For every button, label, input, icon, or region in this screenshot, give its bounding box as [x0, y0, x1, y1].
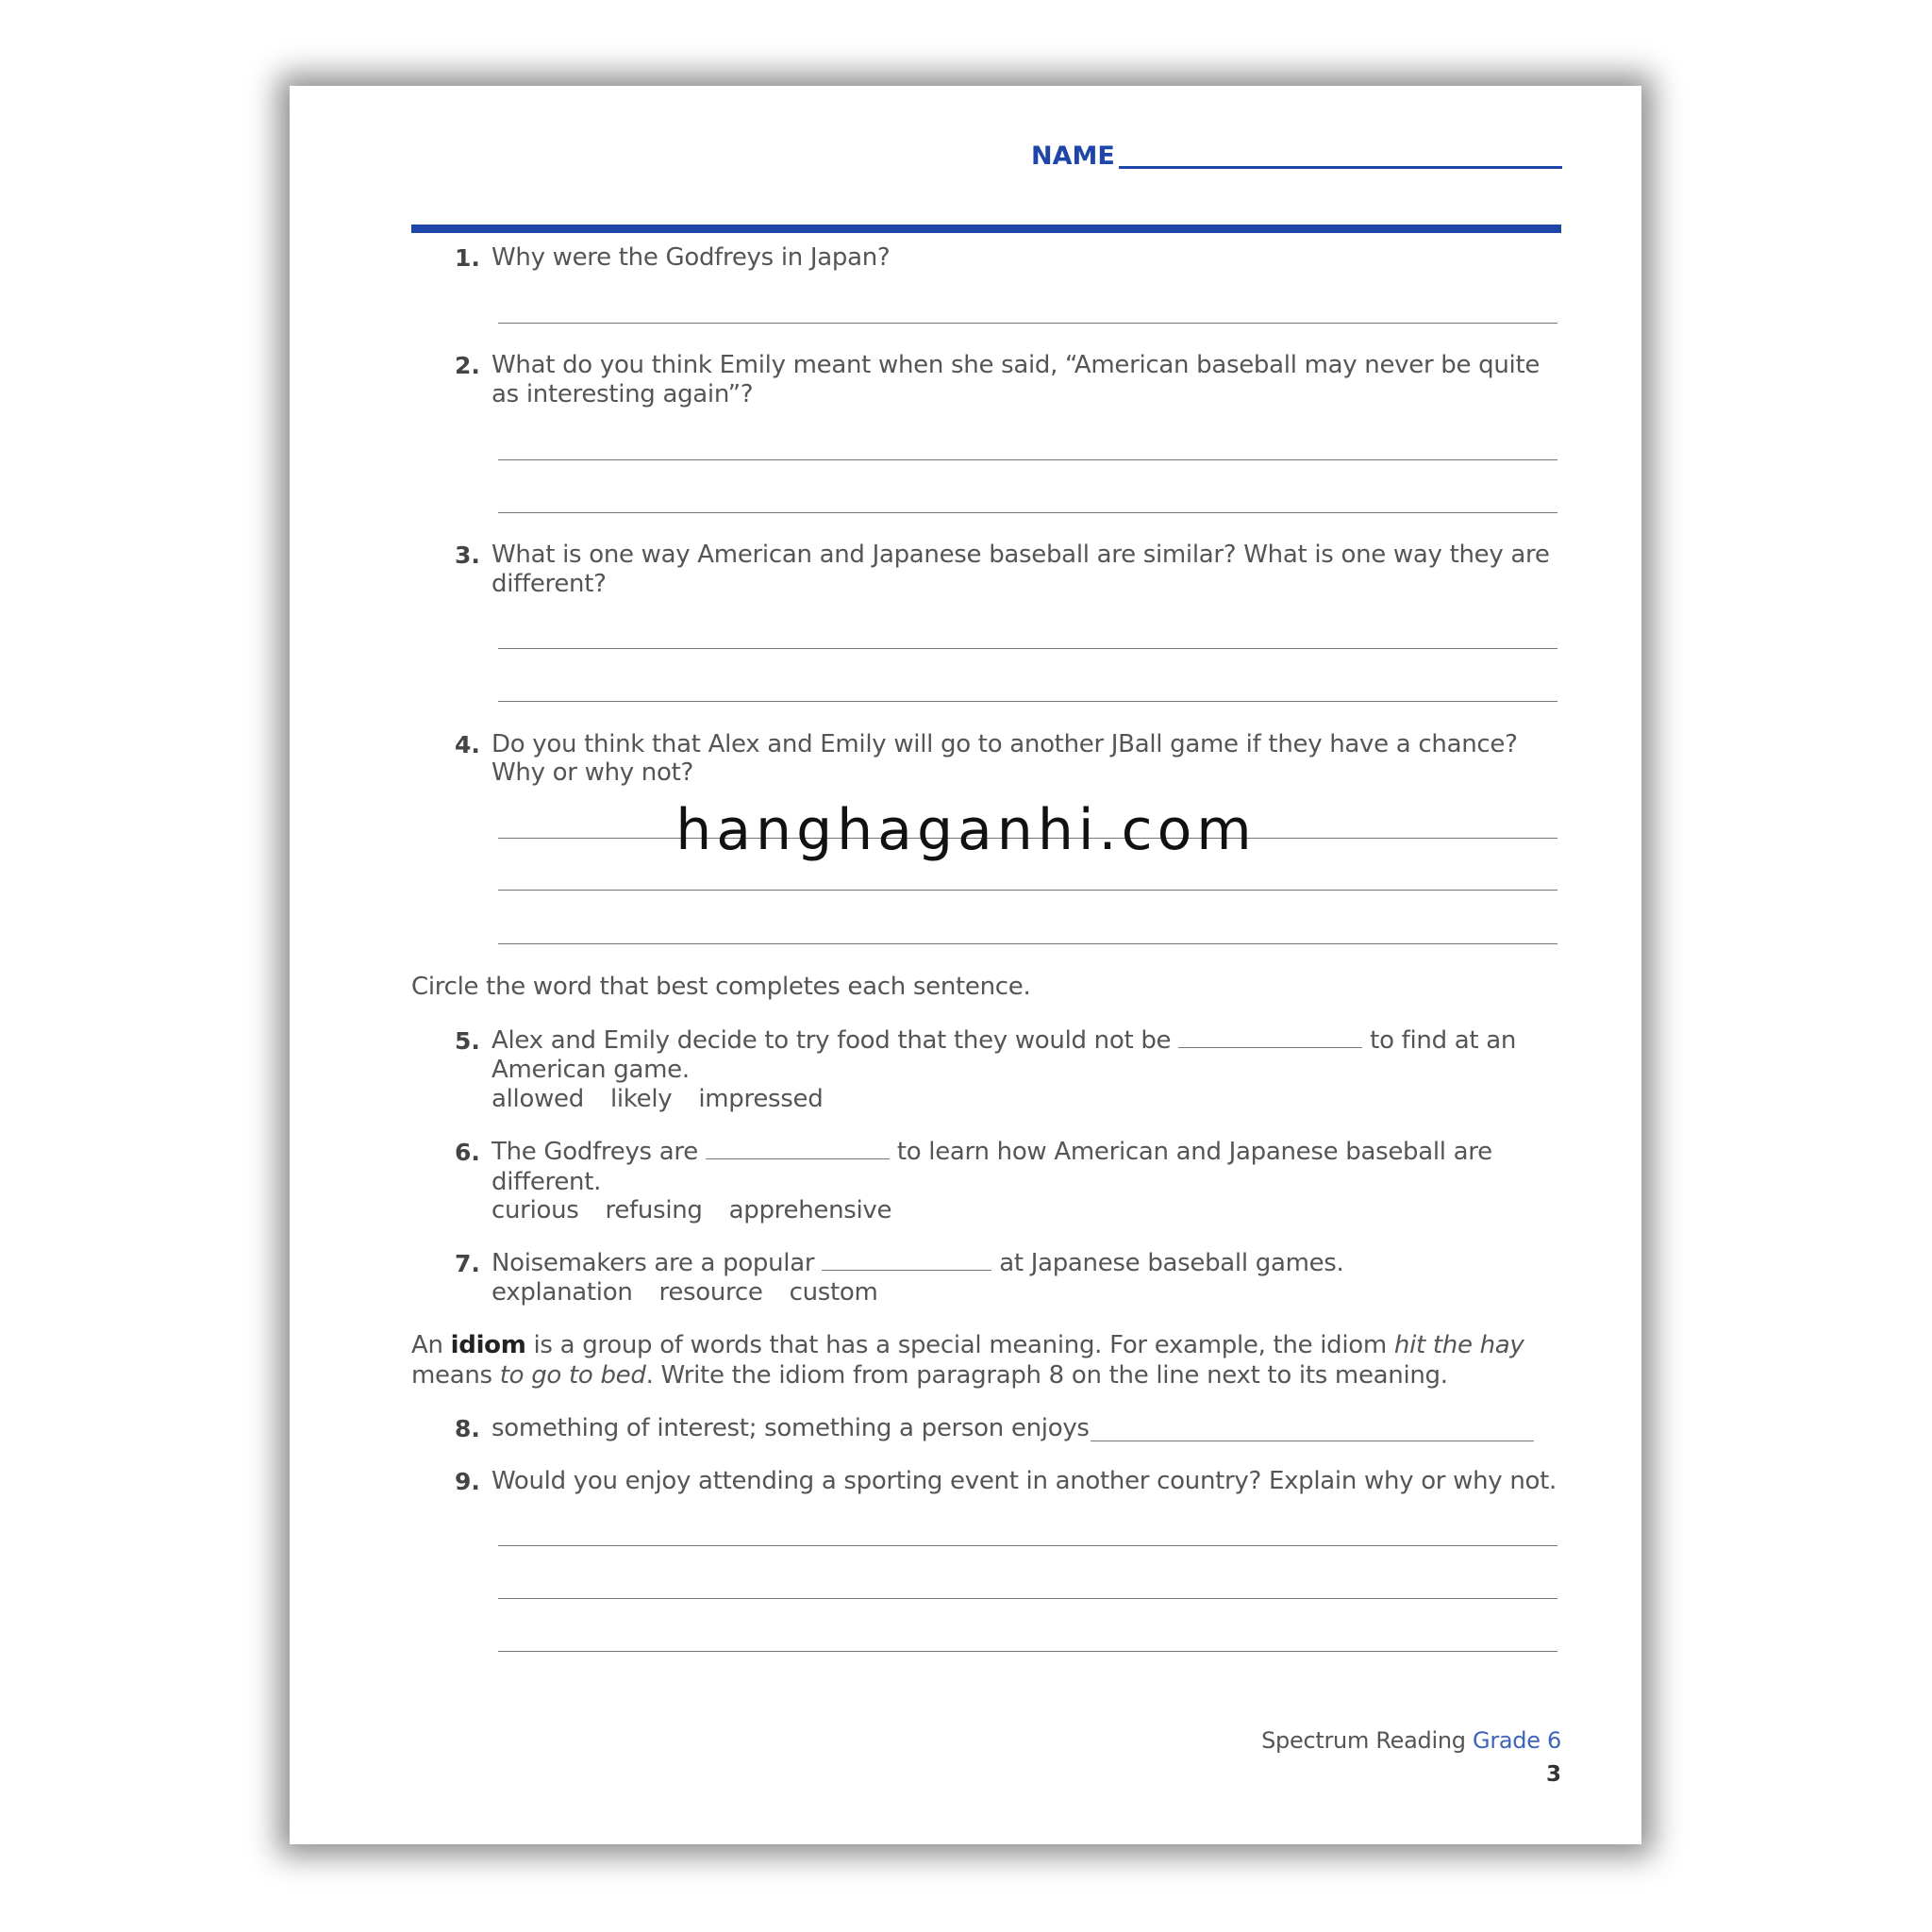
question-number: 3. — [455, 541, 480, 569]
question-number: 6. — [455, 1139, 480, 1166]
word-option[interactable]: curious — [491, 1196, 579, 1224]
answer-line[interactable] — [498, 323, 1557, 324]
question-number: 9. — [455, 1468, 480, 1495]
question-text: as interesting again”? — [491, 380, 754, 408]
idiom-term: idiom — [450, 1331, 526, 1359]
question-text: Would you enjoy attending a sporting event in another country? Explain why or why not. — [491, 1467, 1557, 1495]
word-options — [491, 1278, 905, 1307]
word-option[interactable]: custom — [789, 1278, 878, 1307]
fill-blank[interactable] — [822, 1251, 991, 1271]
name-answer-line[interactable] — [1119, 166, 1562, 169]
sentence-part: The Godfreys are — [491, 1138, 698, 1166]
question-text — [491, 1249, 1344, 1278]
answer-line[interactable] — [498, 1598, 1557, 1599]
question-text: different? — [491, 570, 607, 598]
question-text: Do you think that Alex and Emily will go to another JBall game if they have a chance? — [491, 730, 1518, 758]
word-options — [491, 1085, 849, 1114]
question-number: 5. — [455, 1027, 480, 1055]
sentence-part: Alex and Emily decide to try food that they would not be — [491, 1026, 1172, 1055]
fill-blank[interactable] — [1178, 1028, 1362, 1048]
word-option[interactable]: explanation — [491, 1278, 633, 1307]
question-text — [491, 1138, 1492, 1167]
answer-line[interactable] — [498, 459, 1557, 460]
idiom-example: hit the hay — [1393, 1331, 1524, 1359]
answer-line[interactable] — [498, 648, 1557, 649]
question-text: something of interest; something a person enjoys — [491, 1414, 1090, 1442]
sentence-part: to find at an — [1370, 1026, 1517, 1055]
question-number: 2. — [455, 352, 480, 379]
header-rule — [411, 225, 1561, 233]
text: is a group of words that has a special meaning. For example, the idiom — [525, 1331, 1394, 1359]
answer-line[interactable] — [498, 1651, 1557, 1652]
question-text: American game. — [491, 1056, 690, 1084]
question-text: Why were the Godfreys in Japan? — [491, 243, 891, 272]
question-text: What is one way American and Japanese baseball are similar? What is one way they are — [491, 541, 1550, 569]
question-text: Why or why not? — [491, 758, 693, 787]
worksheet-page — [290, 86, 1641, 1844]
text: An — [411, 1331, 451, 1359]
word-option[interactable]: refusing — [605, 1196, 703, 1224]
question-text: different. — [491, 1168, 602, 1196]
circle-instruction: Circle the word that best completes each sentence. — [411, 973, 1031, 1001]
sentence-part: at Japanese baseball games. — [999, 1249, 1344, 1277]
page-number: 3 — [1545, 1762, 1561, 1787]
name-label: NAME — [1031, 142, 1115, 171]
footer-series — [1261, 1726, 1561, 1756]
grade-label: Grade 6 — [1473, 1727, 1561, 1754]
idiom-meaning: to go to bed — [499, 1361, 646, 1390]
answer-line[interactable] — [498, 512, 1557, 513]
word-options — [491, 1196, 918, 1225]
question-number: 1. — [455, 244, 480, 272]
answer-line[interactable] — [498, 890, 1557, 891]
watermark: hanghaganhi.com — [675, 797, 1257, 863]
answer-line[interactable] — [498, 701, 1557, 702]
answer-line[interactable] — [498, 943, 1557, 944]
idiom-instruction-line2 — [411, 1361, 1448, 1391]
answer-line[interactable] — [498, 1545, 1557, 1546]
text: . Write the idiom from paragraph 8 on the line next to its meaning. — [645, 1361, 1448, 1390]
word-option[interactable]: impressed — [698, 1085, 824, 1113]
sentence-part: Noisemakers are a popular — [491, 1249, 815, 1277]
series-name: Spectrum Reading — [1261, 1727, 1466, 1754]
question-number: 4. — [455, 731, 480, 758]
word-option[interactable]: allowed — [491, 1085, 584, 1113]
word-option[interactable]: resource — [658, 1278, 763, 1307]
fill-blank[interactable] — [706, 1140, 890, 1159]
idiom-instruction-line1 — [411, 1331, 1524, 1360]
text: means — [411, 1361, 500, 1390]
question-number: 7. — [455, 1250, 480, 1277]
sentence-part: to learn how American and Japanese baseball are — [896, 1138, 1492, 1166]
word-option[interactable]: apprehensive — [728, 1196, 892, 1224]
question-number: 8. — [455, 1415, 480, 1442]
word-option[interactable]: likely — [609, 1085, 673, 1113]
question-text: What do you think Emily meant when she said, “American baseball may never be quite — [491, 351, 1541, 379]
question-text — [491, 1026, 1516, 1056]
